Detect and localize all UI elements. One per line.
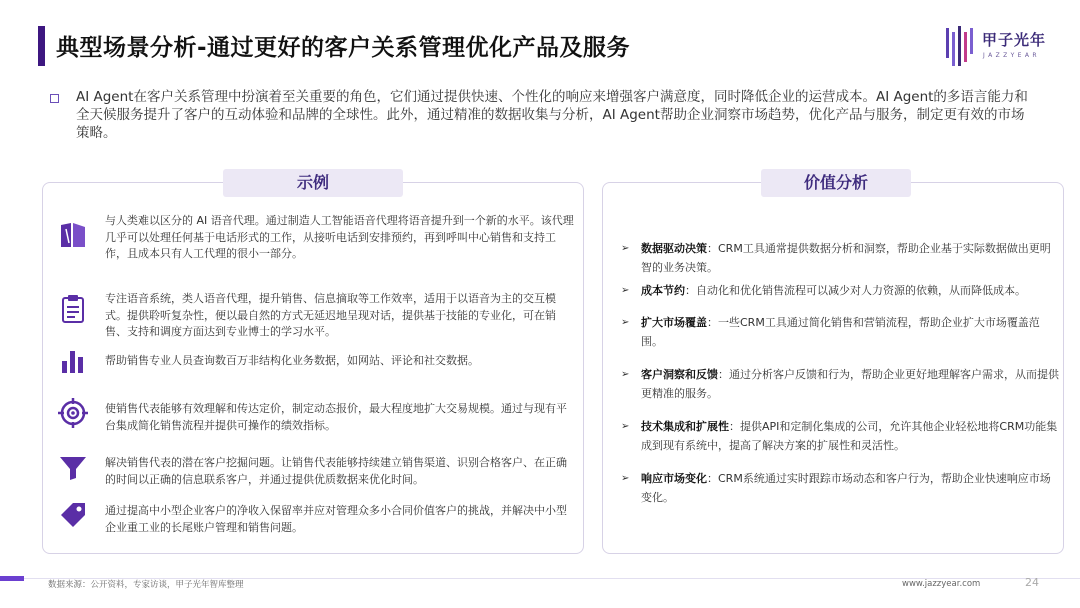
value-item-label: 技术集成和扩展性 [641, 420, 729, 433]
funnel-icon [57, 451, 89, 483]
arrow-right-icon: ➢ [621, 317, 630, 328]
value-item-text: ：CRM工具通常提供数据分析和洞察，帮助企业基于实际数据做出更明智的业务决策。 [641, 242, 1051, 274]
footer-url: www.jazzyear.com [902, 579, 981, 589]
value-item-label: 扩大市场覆盖 [641, 316, 707, 329]
value-item-label: 客户洞察和反馈 [641, 368, 718, 381]
value-item-text: ：提供API和定制化集成的公司，允许其他企业轻松地将CRM功能集成到现有系统中，提高了解决方案的扩展性和灵活性。 [641, 420, 1058, 452]
value-item-text: ：CRM系统通过实时跟踪市场动态和客户行为，帮助企业快速响应市场变化。 [641, 472, 1051, 504]
value-item-1 [641, 239, 1059, 277]
footer-accent-bar [0, 576, 24, 581]
logo-mark-icon [944, 24, 978, 70]
value-item-label: 成本节约 [641, 284, 685, 297]
tag-icon [57, 499, 89, 531]
value-item-label: 数据驱动决策 [641, 242, 707, 255]
target-icon [57, 397, 89, 429]
value-analysis-title: 价值分析 [761, 169, 911, 197]
arrow-right-icon: ➢ [621, 369, 630, 380]
title-accent-bar [38, 26, 45, 66]
example-item-2: 专注语音系统，类人语音代理，提升销售、信息摘取等工作效率，适用于以语音为主的交互模式。提供聆听复杂性，便以最自然的方式无延迟地呈现对话，提供基于技能的专业化，可在销售、支持和调度方面达到专业博士的学习水平。 [105, 292, 556, 338]
example-item-3: 帮助销售专业人员查询数百万非结构化业务数据，如网站、评论和社交数据。 [105, 354, 479, 367]
value-item-5 [641, 417, 1059, 455]
intro-paragraph: AI Agent在客户关系管理中扮演着至关重要的角色，它们通过提供快速、个性化的响应来增强客户满意度，同时降低企业的运营成本。AI Agent的多语言能力和全天候服务提升了客户的互动体验和品牌的全球性。此外，通过精准的数据收集与分析，AI Agent帮助企业洞察市场趋势，优化产品与服务，制定更有效的市场策略。 [76, 89, 1028, 141]
logo-subtitle: JAZZYEAR [983, 52, 1040, 59]
value-item-text: ：通过分析客户反馈和行为，帮助企业更好地理解客户需求，从而提供更精准的服务。 [641, 368, 1059, 400]
bar-chart-icon [57, 345, 89, 377]
example-item-5: 解决销售代表的潜在客户挖掘问题。让销售代表能够持续建立销售渠道、识别合格客户、在正确的时间以正确的信息联系客户，并通过提供优质数据来优化时间。 [105, 456, 567, 486]
examples-panel [42, 173, 584, 554]
example-item-6: 通过提高中小型企业客户的净收入保留率并应对管理众多小合同价值客户的挑战，并解决中小型企业重工业的长尾账户管理和销售问题。 [105, 504, 567, 534]
arrow-right-icon: ➢ [621, 473, 630, 484]
value-item-4 [641, 365, 1059, 403]
value-item-2 [641, 281, 1059, 300]
clipboard-icon [57, 293, 89, 325]
brand-logo [944, 24, 1064, 72]
page-number: 24 [1025, 576, 1039, 589]
value-item-6 [641, 469, 1059, 507]
book-icon [57, 219, 89, 251]
arrow-right-icon: ➢ [621, 243, 630, 254]
value-item-text: ：一些CRM工具通过简化销售和营销流程，帮助企业扩大市场覆盖范围。 [641, 316, 1040, 348]
value-item-text: ：自动化和优化销售流程可以减少对人力资源的依赖，从而降低成本。 [685, 284, 1026, 297]
bullet-square-icon [50, 94, 59, 103]
value-item-label: 响应市场变化 [641, 472, 707, 485]
value-item-3 [641, 313, 1059, 351]
logo-name: 甲子光年 [982, 31, 1047, 49]
arrow-right-icon: ➢ [621, 285, 630, 296]
footer-source: 数据来源：公开资料，专家访谈，甲子光年智库整理 [48, 580, 244, 590]
page-title: 典型场景分析-通过更好的客户关系管理优化产品及服务 [56, 35, 631, 61]
example-item-4: 使销售代表能够有效理解和传达定价，制定动态报价，最大程度地扩大交易规模。通过与现有平台集成简化销售流程并提供可操作的绩效指标。 [105, 402, 567, 432]
value-analysis-panel [602, 173, 1064, 554]
example-item-1: 与人类难以区分的 AI 语音代理。通过制造人工智能语音代理将语音提升到一个新的水平。该代理几乎可以处理任何基于电话形式的工作，从接听电话到安排预约，再到呼叫中心销售和支持工作，且成本只有人工代理的很小一部分。 [105, 214, 574, 260]
arrow-right-icon: ➢ [621, 421, 630, 432]
examples-title: 示例 [223, 169, 403, 197]
